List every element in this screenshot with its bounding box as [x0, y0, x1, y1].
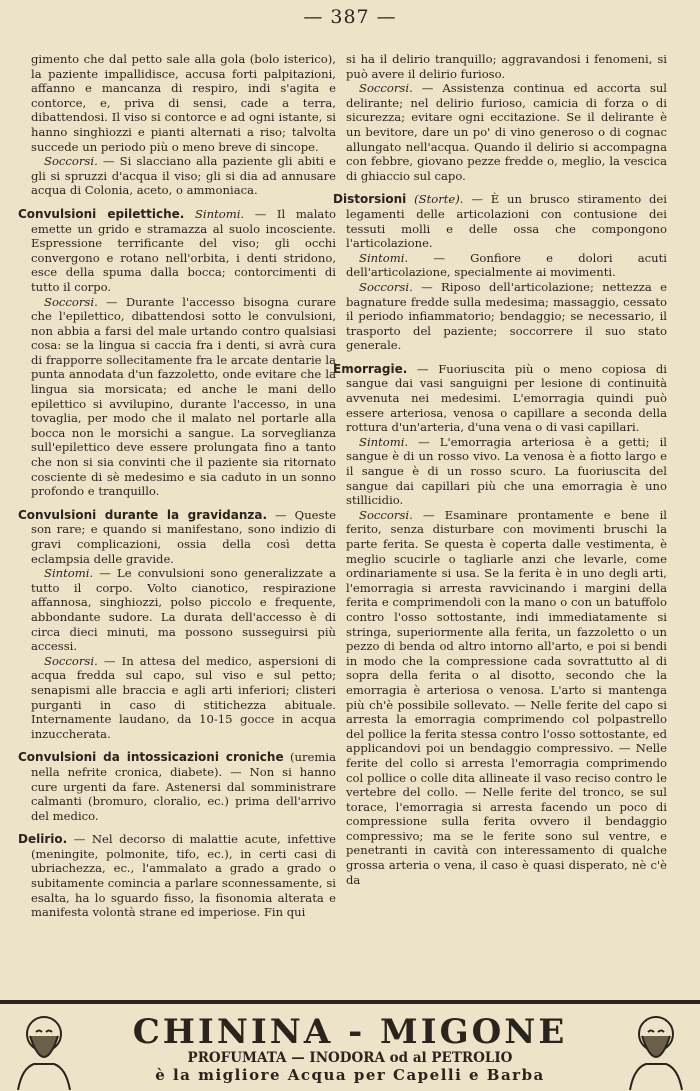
paragraph-text: — Esaminare prontamente e bene il ferito, senza disturbare con movimenti bruschi la parte ferita. Se questa è coperta dalle vestimenta, è meglio scucirle o tagliarle anzi che levarle, come ordinariamente si usa. Se la ferita è in uno degli arti, l'emorragia si arresta ravvicinando i margini della ferita e comprimendoli con la mano o con un batuffolo contro l'osso sottostante, indi immediatamente si stringa, superiormente alla ferita, un fazzoletto o un pezzo di benda od altro intorno all'arto, e poi si bendi in modo che la compressione cada sovrattutto al di sopra della ferita o al disotto, secondo che la emorragia è arteriosa o venosa. L'arto si mantenga più ch'è possibile sollevato. — Nelle ferite del capo si arresta la emorragia comprimendo col polpastrello del pollice la ferita stessa contro l'osso sottostante, ed applicandovi poi un bendaggio compressivo. — Nelle ferite del collo si arresta l'emorragia comprimendo col pollice o colle dita allineate il vaso reciso contro le vertebre del collo. — Nelle ferite del tronco, se sul torace, l'emorragia si arresta facendo un poco di compressione sulla ferita ovvero il bendaggio compressivo; ma se le ferite sono sul ventre, e penetranti in cavità con interessamento di qualche grossa arteria o vena, il caso è quasi disperato, nè c'è da — [346, 507, 667, 887]
paragraph-text: — In attesa del medico, aspersioni di acqua fredda sul capo, sul viso e sul petto; senapismi alle braccia e agli arti inferiori; clisteri purganti in caso di stitichezza abituale. Internamente laudano, da 10-15 gocce in acqua inzuccherata. — [31, 653, 336, 741]
entry-paragraph — [333, 435, 667, 508]
bearded-man-portrait-left — [8, 1006, 80, 1090]
section-label: Sintomi. — [359, 434, 409, 449]
paragraph-text: — È un brusco stiramento dei legamenti delle articolazioni con contusione dei tessuti molli e delle ossa che compongono l'articolazione. — [346, 192, 667, 251]
paragraph-text: — Gonfiore e dolori acuti dell'articolazione, specialmente ai movimenti. — [346, 250, 667, 280]
paragraph-text: — Assistenza continua ed accorta sul delirante; nel delirio furioso, camicia di forza o di sicurezza; evitare ogni eccitazione. Se il delirante è un bevitore, dare un po' di vino generoso o di cognac allungato nell'acqua. Quando il delirio si accompagna con febbre, giovano pezze fredde o, meglio, la vescica di ghiaccio sul capo. — [346, 81, 667, 183]
entry-headword: Convulsioni epilettiche. — [18, 206, 185, 221]
section-label: Sintomi. — [194, 206, 245, 221]
entry-headword: Distorsioni — [333, 192, 407, 207]
paragraph-text: — L'emorragia arteriosa è a getti; il sangue è di un rosso vivo. La venosa è a fiotto largo e il sangue è di un rosso scuro. La fuoriuscita del sangue dai capillari più che una emorragia è uno stillicidio. — [346, 434, 667, 508]
paragraph-text: si ha il delirio tranquillo; aggravandosi i fenomeni, si può avere il delirio furioso. — [346, 52, 667, 81]
section-label: Soccorsi. — [359, 507, 413, 522]
paragraph-text: — Durante l'accesso bisogna curare che l'epilettico, dibattendosi sotto le convulsioni, non abbia a farsi del male urtando contro qualsiasi cosa: se la lingua si caccia fra i denti, si avrà cura di frapporre sollecitamente fra le arcate dentarie la punta annodata d'un fazzoletto, onde evitare che la lingua sia morsicata; ed anche le mani dello epilettico si avvilupino, durante l'accesso, in una tovaglia, per modo che il malato nel portarle alla bocca non le morsichi a sangue. La sorveglianza sull'epilettico deve essere prolungata fino a tanto che non si sia convinti che il paziente sia ritornato cosciente di sè medesimo e sia caduto in un sonno profondo e tranquillo. — [31, 294, 336, 499]
advert-tagline: è la migliore Acqua per Capelli e Barba — [155, 1066, 545, 1084]
dictionary-entry — [333, 362, 667, 435]
dictionary-entry — [333, 192, 667, 250]
entry-headword: Delirio. — [18, 832, 68, 847]
entry-paragraph — [333, 81, 667, 183]
dictionary-entry — [18, 750, 336, 823]
paragraph-text: — Riposo dell'articolazione; nettezza e bagnature fredde sulla medesima; massaggio, cessato il periodo infiammatorio; bendaggio; se necessario, il trasporto del paziente; soccorrere il suo stato generale. — [346, 279, 667, 353]
section-label: Sintomi. — [359, 250, 409, 265]
paragraph-text: gimento che dal petto sale alla gola (bolo isterico), la paziente impallidisce, accusa forti palpitazioni, affanno e mancanza di respiro, indi s'agita e contorce, e, priva di sensi, cade a terra, dibattendosi. Il viso si contorce e ad ogni istante, si hanno singhiozzi e pianti alternati a riso; talvolta succede un periodo più o meno breve di sincope. — [31, 52, 336, 154]
section-label: Soccorsi. — [44, 653, 98, 668]
advert-subtitle: PROFUMATA — INODORA od al PETROLIO — [187, 1050, 513, 1066]
section-label: Sintomi. — [44, 566, 94, 581]
paragraph-text: — Queste son rare; e quando si manifestano, sono indizio di gravi complicazioni, ossia della così detta eclampsia delle gravide. — [31, 507, 336, 566]
left-column — [18, 52, 336, 920]
paragraph-text: — Il malato emette un grido e stramazza al suolo incosciente. Espressione terrificante del viso; gli occhi convergono e rotano nell'orbita, i denti stridono, esce della spuma dalla bocca; contorcimenti di tutto il corpo. — [31, 206, 336, 294]
right-column — [333, 52, 667, 887]
dictionary-entry — [18, 832, 336, 920]
dictionary-entry — [18, 207, 336, 295]
section-label: Soccorsi. — [359, 81, 413, 96]
page-number: — 387 — — [303, 6, 397, 28]
paragraph-text: — Nel decorso di malattie acute, infettive (meningite, polmonite, tifo, ec.), in certi casi di ubriachezza, ec., l'ammalato a grado a grado o subitamente comincia a parlare sconnessamente, si esalta, ha lo sguardo fisso, la fisonomia alterata e manifesta volontà strane ed imperiose. Fin qui — [31, 832, 336, 920]
entry-paragraph — [18, 154, 336, 198]
entry-paragraph — [333, 251, 667, 280]
entry-headword: Convulsioni da intossicazioni croniche — [18, 750, 284, 765]
section-label: Soccorsi. — [44, 294, 98, 309]
section-label: Soccorsi. — [44, 154, 98, 169]
paragraph-text: — Fuoriuscita più o meno copiosa di sangue dai vasi sanguigni per lesione di continuità avvenuta nei medesimi. L'emorragia quindi può essere arteriosa, venosa o capillare a seconda della rottura d'un'arteria, d'una vena o di vasi capillari. — [346, 361, 667, 435]
section-label: Soccorsi. — [359, 279, 413, 294]
paragraph-text: — Si slacciano alla paziente gli abiti e gli si spruzzi d'acqua il viso; gli si dia ad annusare acqua di Colonia, aceto, o ammoniaca. — [31, 154, 336, 198]
entry-paragraph — [18, 654, 336, 742]
advert-banner — [0, 1000, 700, 1091]
entry-paragraph — [333, 508, 667, 887]
continued-paragraph — [333, 52, 667, 81]
section-label: (Storte). — [414, 192, 464, 207]
entry-headword: Emorragie. — [333, 361, 408, 376]
paragraph-text: (uremia nella nefrite cronica, diabete). — Non si hanno cure urgenti da fare. Astenersi dal somministrare calmanti (bromuro, cloralio, ec.) prima dell'arrivo del medico. — [31, 750, 336, 823]
entry-paragraph — [333, 280, 667, 353]
entry-paragraph — [18, 566, 336, 654]
continued-paragraph — [18, 52, 336, 154]
dictionary-entry — [18, 508, 336, 566]
entry-paragraph — [18, 295, 336, 499]
bearded-man-portrait-right — [620, 1006, 692, 1090]
advert-title: CHININA - MIGONE — [132, 1012, 568, 1052]
paragraph-text: — Le convulsioni sono generalizzate a tutto il corpo. Volto cianotico, respirazione affannosa, singhiozzi, polso piccolo e frequente, abbondante sudore. La durata dell'accesso è di circa dieci minuti, ma possono susseguirsi più accessi. — [31, 566, 336, 654]
entry-headword: Convulsioni durante la gravidanza. — [18, 507, 268, 522]
